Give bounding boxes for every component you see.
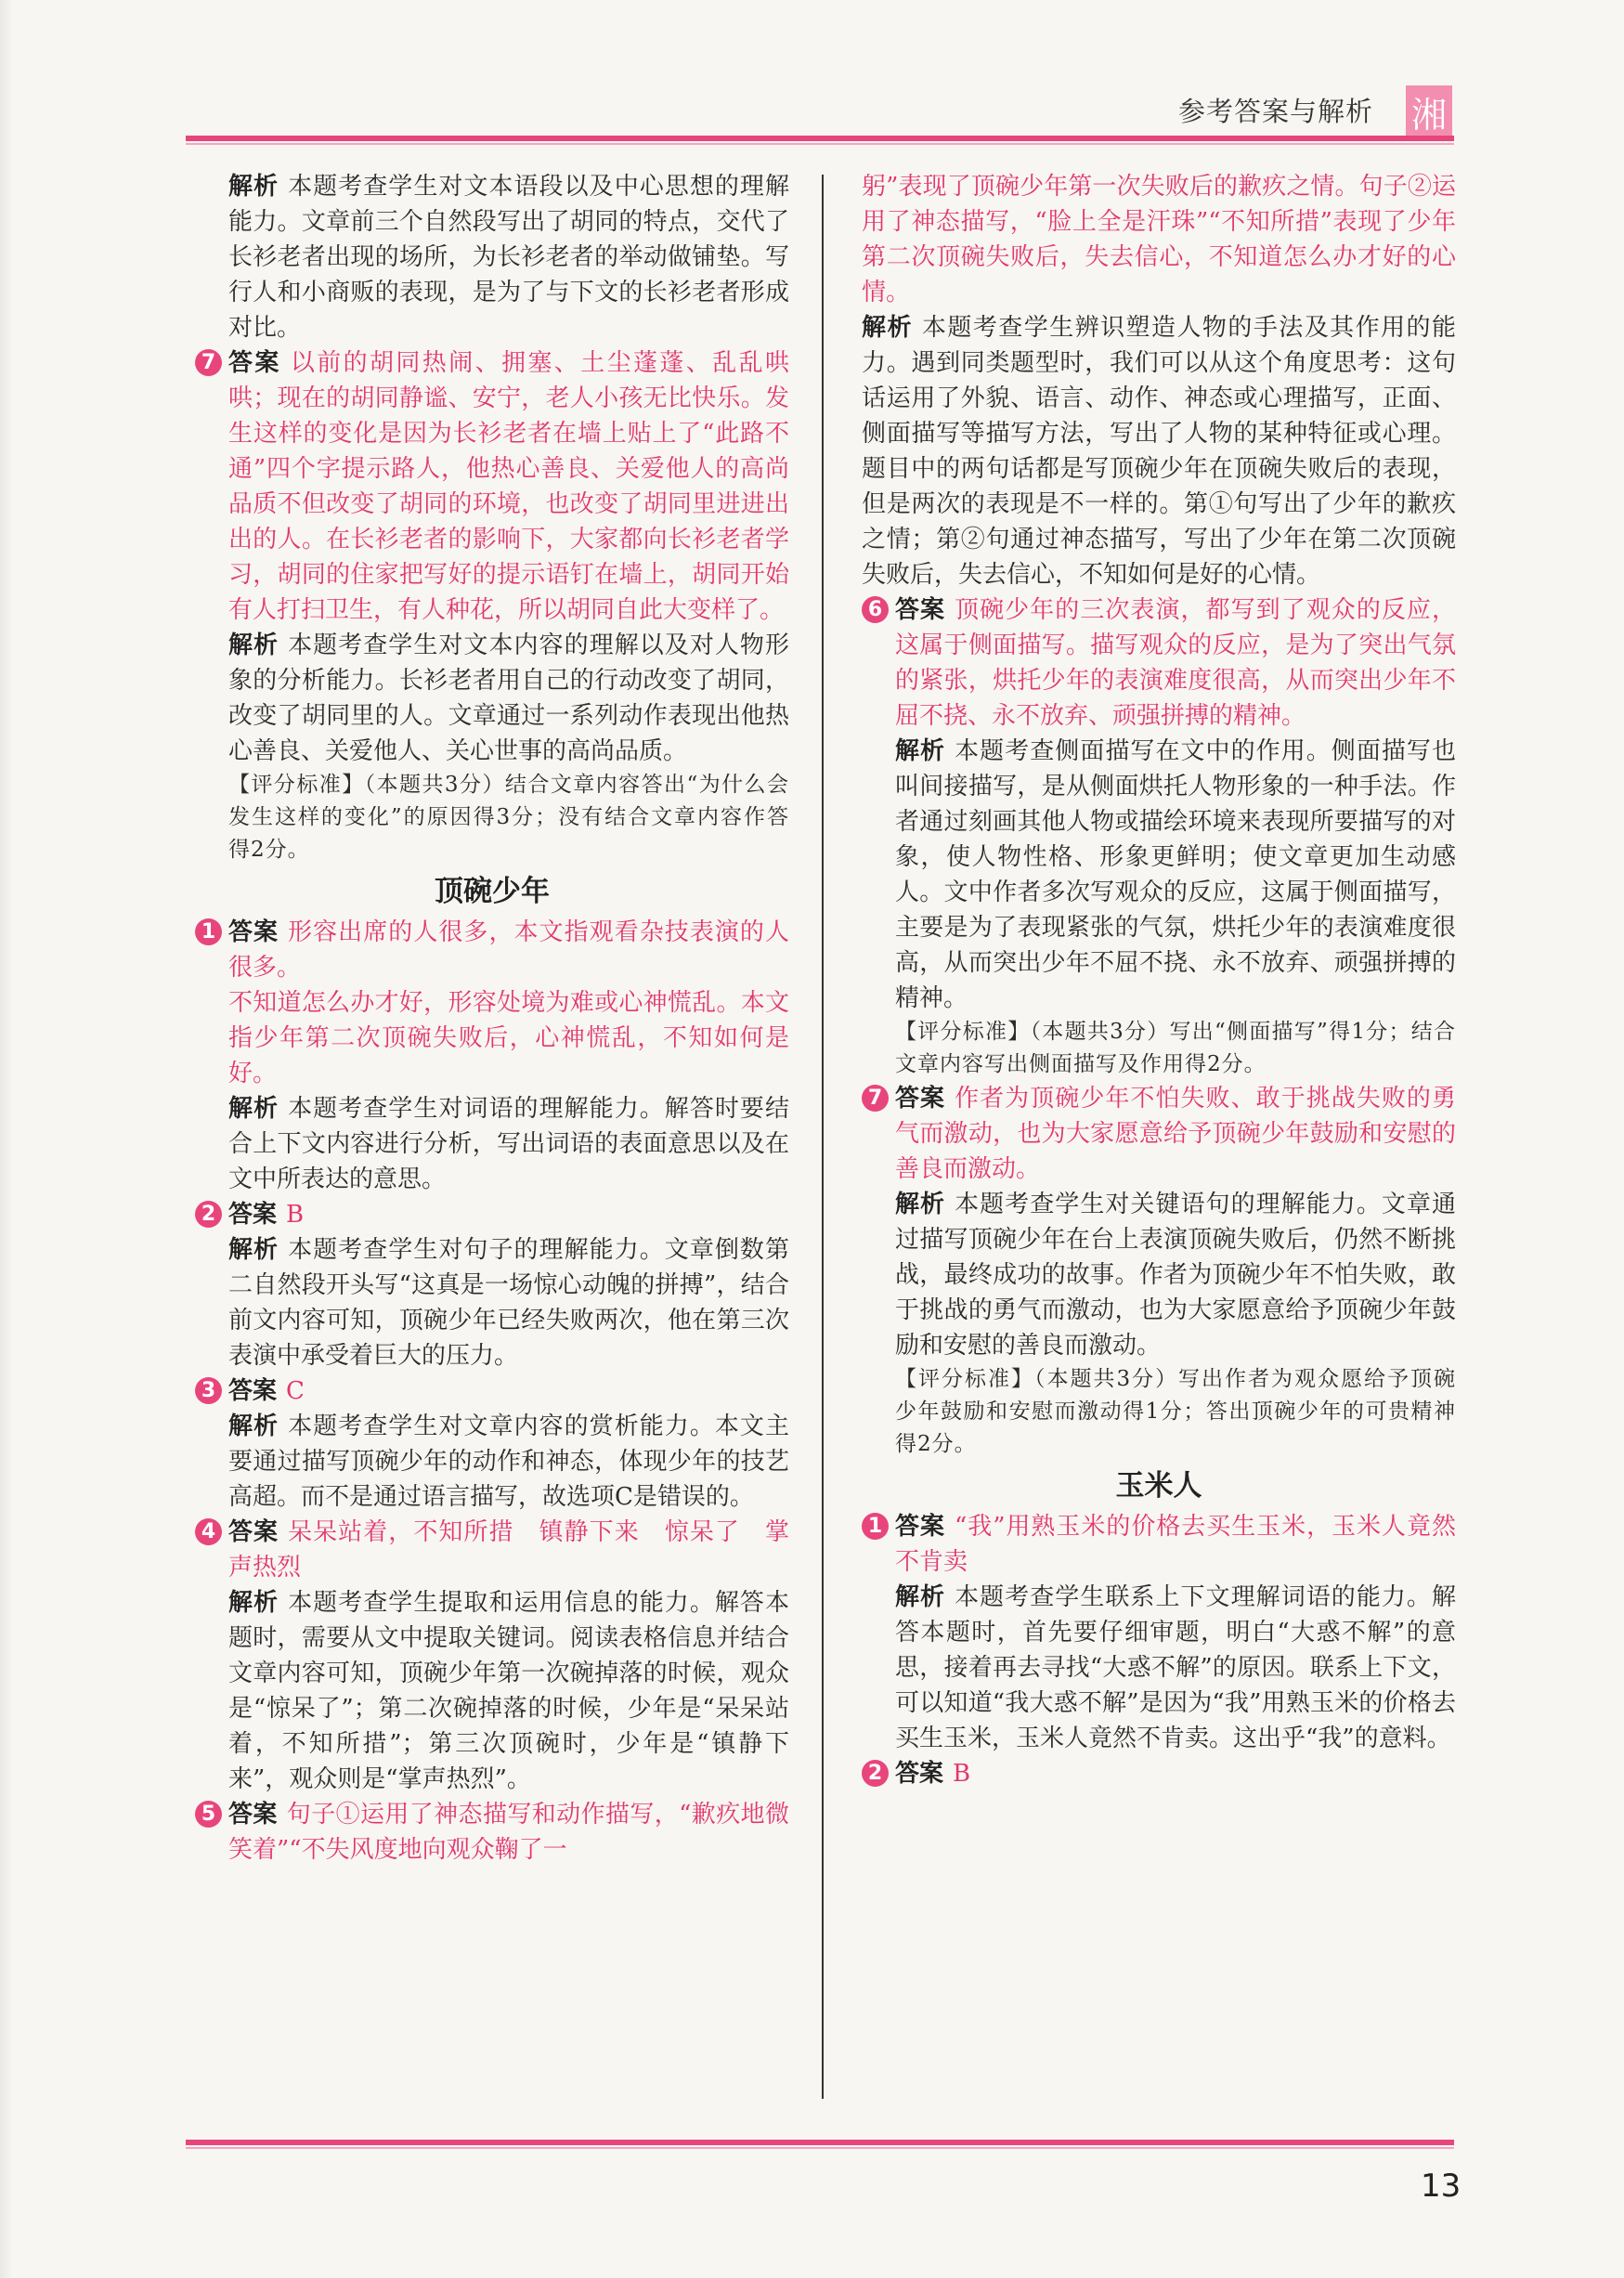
analysis-text: 本题考查侧面描写在文中的作用。侧面描写也叫间接描写，是从侧面烘托人物形象的一种手法。作者通过刻画其他人物或描绘环境来表现所要描写的对象，使人物性格、形象更鲜明；使文章更加生动感人。文中作者多次写观众的反应，这属于侧面描写，主要是为了表现紧张的气氛，烘托少年的表演难度很高，从而突出少年不屈不挠、永不放弃、顽强拼搏的精神。 [895,737,1456,1012]
analysis-label: 解析 [228,1095,279,1123]
question-6 [862,592,1456,1081]
analysis-label: 解析 [228,1236,279,1264]
analysis-label: 解析 [895,737,946,765]
question-7 [862,1081,1456,1461]
question-2 [195,1197,789,1373]
analysis-label: 解析 [228,173,279,201]
question-number: 1 [862,1513,889,1540]
answer-label: 答案 [228,1201,278,1229]
answer-text: C [286,1377,305,1405]
analysis-label: 解析 [862,314,913,342]
scoring-criteria: 【评分标准】（本题共3分）写出作者为观众愿给予顶碗少年鼓励和安慰而激动得1分；答出顶碗少年的可贵精神得2分。 [895,1367,1456,1456]
answer-label: 答案 [895,596,946,624]
answer-label: 答案 [895,1513,945,1541]
question-3 [195,1373,789,1515]
analysis-label: 解析 [228,1589,279,1617]
answer-label: 答案 [228,1518,279,1546]
answer-text: “我”用熟玉米的价格去买生玉米，玉米人竟然不肯卖 [895,1513,1456,1576]
analysis-label: 解析 [895,1191,946,1218]
analysis-text: 本题考查学生对句子的理解能力。文章倒数第二自然段开头写“这真是一场惊心动魄的拼搏”，结合前文内容可知，顶碗少年已经失败两次，他在第三次表演中承受着巨大的压力。 [228,1236,789,1370]
answer-text: 躬”表现了顶碗少年第一次失败后的歉疚之情。句子②运用了神态描写，“脸上全是汗珠”“不知所措”表现了少年第二次顶碗失败后，失去信心，不知道怎么办才好的心情。 [862,173,1456,306]
scoring-criteria: 【评分标准】（本题共3分）结合文章内容答出“为什么会发生这样的变化”的原因得3分；没有结合文章内容作答得2分。 [228,773,789,862]
page-edge [0,0,13,2278]
analysis-text: 本题考查学生提取和运用信息的能力。解答本题时，需要从文中提取关键词。阅读表格信息并结合文章内容可知，顶碗少年第一次碗掉落的时候，观众是“惊呆了”；第二次碗掉落的时候，少年是“呆呆站着，不知所措”；第三次顶碗时，少年是“镇静下来”，观众则是“掌声热烈”。 [228,1589,789,1793]
question-7 [195,345,789,866]
question-5 [195,1797,789,1868]
answer-label: 答案 [228,349,281,377]
question-1 [862,1509,1456,1756]
right-column [862,169,1456,1791]
analysis-text: 本题考查学生对关键语句的理解能力。文章通过描写顶碗少年在台上表演顶碗失败后，仍然不断挑战，最终成功的故事。作者为顶碗少年不怕失败，敢于挑战的勇气而激动，也为大家愿意给予顶碗少年鼓励和安慰的善良而激动。 [895,1191,1456,1360]
question-2 [862,1756,1456,1791]
answer-text: 形容出席的人很多，本文指观看杂技表演的人很多。 [228,918,789,982]
question-5-continued [862,169,1456,592]
section-title: 顶碗少年 [435,875,550,908]
analysis-label: 解析 [895,1583,946,1611]
question-4 [195,1515,789,1797]
answer-text: 句子①运用了神态描写和动作描写，“歉疚地微笑着”“不失风度地向观众鞠了一 [228,1801,789,1864]
region-badge: 湘 [1406,85,1452,137]
header-rule-thin [186,143,1454,145]
answer-text: 不知道怎么办才好，形容处境为难或心神慌乱。本文指少年第二次顶碗失败后，心神慌乱，不知如何是好。 [228,989,789,1087]
answer-text: 作者为顶碗少年不怕失败、敢于挑战失败的勇气而激动，也为大家愿意给予顶碗少年鼓励和安慰的善良而激动。 [895,1085,1456,1183]
answer-label: 答案 [895,1085,946,1113]
question-number: 2 [195,1201,222,1228]
answer-label: 答案 [895,1760,944,1788]
answer-text: B [286,1201,305,1229]
running-header: 参考答案与解析 [1177,96,1373,127]
analysis-text: 本题考查学生对词语的理解能力。解答时要结合上下文内容进行分析，写出词语的表面意思以及在文中所表达的意思。 [228,1095,789,1193]
answer-text: 呆呆站着，不知所措 镇静下来 惊呆了 掌声热烈 [228,1518,789,1582]
answer-text: B [953,1760,971,1788]
question-number: 1 [195,918,222,945]
column-divider [822,175,824,2099]
section-title: 玉米人 [1115,1469,1202,1503]
question-number: 2 [862,1760,889,1787]
header-rule [186,136,1454,141]
scoring-criteria: 【评分标准】（本题共3分）写出“侧面描写”得1分；结合文章内容写出侧面描写及作用得2分。 [895,1020,1456,1076]
answer-text: 以前的胡同热闹、拥塞、土尘蓬蓬、乱乱哄哄；现在的胡同静谧、安宁，老人小孩无比快乐。发生这样的变化是因为长衫老者在墙上贴上了“此路不通”四个字提示路人，他热心善良、关爱他人的高尚品质不但改变了胡同的环境，也改变了胡同里进进出出的人。在长衫老者的影响下，大家都向长衫老者学习，胡同的住家把写好的提示语钉在墙上，胡同开始有人打扫卫生，有人种花，所以胡同自此大变样了。 [228,349,789,624]
analysis-text: 本题考查学生对文本语段以及中心思想的理解能力。文章前三个自然段写出了胡同的特点，交代了长衫老者出现的场所，为长衫老者的举动做铺垫。写行人和小商贩的表现，是为了与下文的长衫老者形成对比。 [228,173,789,342]
answer-label: 答案 [228,918,279,946]
analysis-text: 本题考查学生对文本内容的理解以及对人物形象的分析能力。长衫老者用自己的行动改变了胡同，改变了胡同里的人。文章通过一系列动作表现出他热心善良、关爱他人、关心世事的高尚品质。 [228,631,789,765]
page-number: 13 [1421,2167,1462,2205]
answer-label: 答案 [228,1801,278,1829]
question-number: 6 [862,596,889,623]
analysis-text: 本题考查学生对文章内容的赏析能力。本文主要通过描写顶碗少年的动作和神态，体现少年的技艺高超。而不是通过语言描写，故选项C是错误的。 [228,1412,789,1511]
answer-label: 答案 [228,1377,278,1405]
question-number: 7 [862,1085,889,1112]
analysis-text: 本题考查学生联系上下文理解词语的能力。解答本题时，首先要仔细审题，明白“大惑不解”的意思，接着再去寻找“大惑不解”的原因。联系上下文，可以知道“我大惑不解”是因为“我”用熟玉米的价格去买生玉米，玉米人竟然不肯卖。这出乎“我”的意料。 [895,1583,1456,1752]
analysis-text: 本题考查学生辨识塑造人物的手法及其作用的能力。遇到同类题型时，我们可以从这个角度思考：这句话运用了外貌、语言、动作、神态或心理描写，正面、侧面描写等描写方法，写出了人物的某种特征或心理。题目中的两句话都是写顶碗少年在顶碗失败后的表现，但是两次的表现是不一样的。第①句写出了少年的歉疚之情；第②句通过神态描写，写出了少年在第二次顶碗失败后，失去信心，不知如何是好的心情。 [862,314,1456,589]
question-number: 7 [195,349,222,376]
footer-rule [186,2140,1454,2145]
left-column [195,169,789,1868]
footer-rule-thin [186,2147,1454,2149]
analysis-block [195,169,789,345]
question-number: 3 [195,1377,222,1404]
answer-text: 顶碗少年的三次表演，都写到了观众的反应，这属于侧面描写。描写观众的反应，是为了突出气氛的紧张，烘托少年的表演难度很高，从而突出少年不屈不挠、永不放弃、顽强拼搏的精神。 [895,596,1456,730]
question-number: 4 [195,1518,222,1545]
question-1 [195,915,789,1197]
question-number: 5 [195,1801,222,1828]
analysis-label: 解析 [228,631,279,659]
analysis-label: 解析 [228,1412,279,1440]
